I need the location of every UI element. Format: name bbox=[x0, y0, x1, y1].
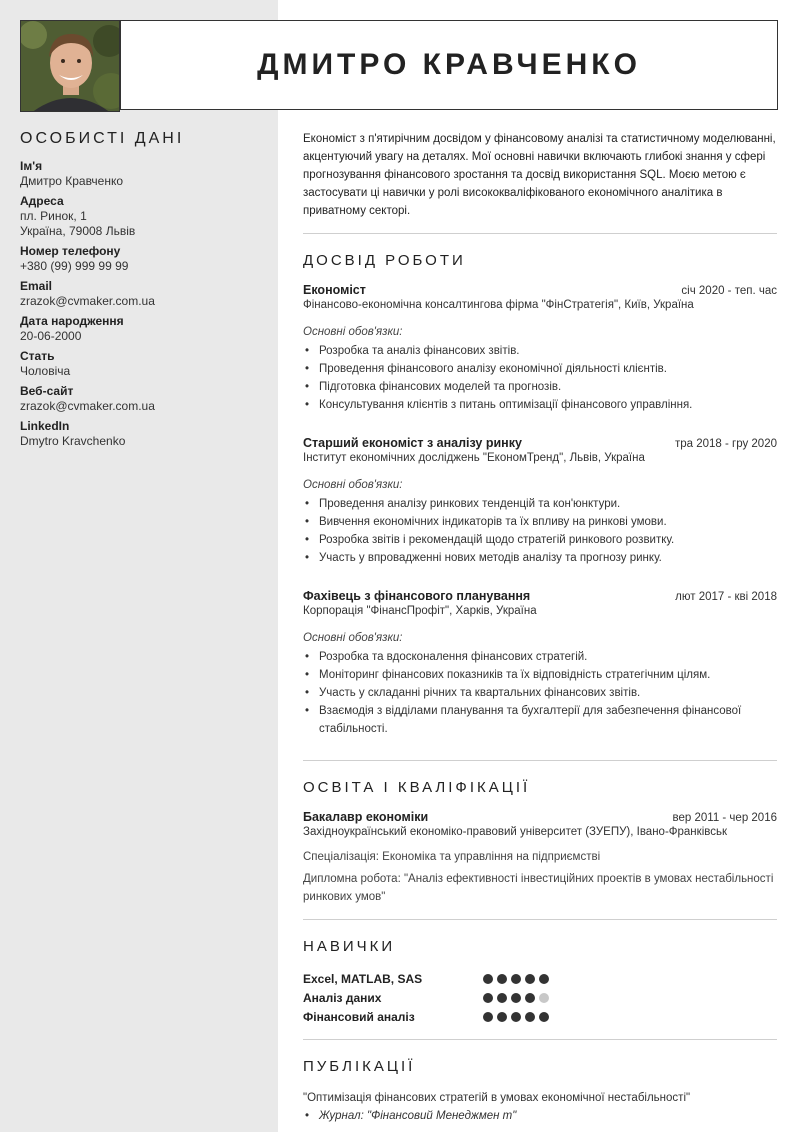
duties-list bbox=[303, 342, 777, 414]
skill-dot bbox=[525, 993, 535, 1003]
degree: Бакалавр економіки bbox=[303, 810, 429, 824]
personal-detail-label: Дата народження bbox=[20, 314, 124, 328]
duty-item: • Участь у складанні річних та квартальних фінансових звітів. bbox=[303, 684, 777, 702]
school: Західноукраїнський економіко-правовий університет (ЗУЕПУ), Івано-Франківськ bbox=[303, 826, 728, 838]
personal-detail-label: LinkedIn bbox=[20, 419, 70, 433]
duty-item: • Вивчення економічних індикаторів та їх впливу на ринкові умови. bbox=[303, 513, 777, 531]
personal-detail-value: Україна, 79008 Львів bbox=[20, 224, 136, 238]
full-name: ДМИТРО КРАВЧЕНКО bbox=[257, 48, 641, 81]
experience-list bbox=[303, 283, 777, 738]
thesis: Дипломна робота: "Аналіз ефективності інвестиційних проектів в умовах нестабільності ринкових умов" bbox=[303, 873, 774, 903]
job-header bbox=[303, 589, 777, 603]
duty-item: • Розробка та аналіз фінансових звітів. bbox=[303, 342, 777, 360]
duty-item: • Розробка звітів і рекомендацій щодо стратегій ринкового розвитку. bbox=[303, 531, 777, 549]
skill-dot bbox=[511, 974, 521, 984]
job-header bbox=[303, 283, 777, 297]
personal-detail-label: Email bbox=[20, 279, 53, 293]
personal-detail-value: +380 (99) 999 99 99 bbox=[20, 259, 129, 273]
personal-detail-item bbox=[20, 348, 265, 379]
skill-level bbox=[483, 1012, 549, 1022]
duty-item: • Розробка та вдосконалення фінансових стратегій. bbox=[303, 648, 777, 666]
skill-level bbox=[483, 974, 549, 984]
divider bbox=[303, 1039, 777, 1040]
skills-list bbox=[303, 969, 777, 1026]
duty-item: • Проведення аналізу ринкових тенденцій та кон'юнктури. bbox=[303, 495, 777, 513]
job-entry bbox=[303, 589, 777, 738]
skill-dot bbox=[511, 993, 521, 1003]
personal-detail-label: Веб-сайт bbox=[20, 384, 74, 398]
job-organization: Фінансово-економічна консалтингова фірма "ФінСтратегія", Київ, Україна bbox=[303, 299, 694, 311]
skill-dot bbox=[497, 1012, 507, 1022]
skill-dot bbox=[483, 993, 493, 1003]
skill-dot bbox=[483, 1012, 493, 1022]
skill-dot bbox=[539, 993, 549, 1003]
skill-row bbox=[303, 988, 777, 1007]
personal-detail-item bbox=[20, 383, 265, 414]
skill-row bbox=[303, 969, 777, 988]
skill-dot bbox=[497, 993, 507, 1003]
skill-name: Фінансовий аналіз bbox=[303, 1009, 415, 1024]
skill-level bbox=[483, 993, 549, 1003]
skill-dot bbox=[511, 1012, 521, 1022]
duty-item: • Моніторинг фінансових показників та їх відповідність стратегічним цілям. bbox=[303, 666, 777, 684]
profile-photo bbox=[20, 20, 120, 112]
personal-detail-item bbox=[20, 243, 265, 274]
experience-title: ДОСВІД РОБОТИ bbox=[303, 252, 466, 269]
education-title: ОСВІТА І КВАЛІФІКАЦІЇ bbox=[303, 779, 531, 796]
job-dates: тра 2018 - гру 2020 bbox=[674, 438, 777, 450]
personal-detail-item bbox=[20, 158, 265, 189]
job-entry bbox=[303, 283, 777, 414]
personal-detail-label: Адреса bbox=[20, 194, 64, 208]
skill-dot bbox=[483, 974, 493, 984]
personal-detail-label: Ім'я bbox=[20, 159, 43, 173]
main-content bbox=[303, 130, 777, 1125]
name-header bbox=[120, 20, 778, 110]
skill-name: Excel, MATLAB, SAS bbox=[303, 971, 423, 986]
personal-detail-value: Чоловіча bbox=[20, 364, 71, 378]
skills-title: НАВИЧКИ bbox=[303, 938, 396, 955]
job-dates: лют 2017 - кві 2018 bbox=[675, 591, 777, 603]
job-dates: січ 2020 - теп. час bbox=[681, 285, 777, 297]
publications-list bbox=[303, 1089, 777, 1125]
personal-detail-label: Номер телефону bbox=[20, 244, 121, 258]
skill-dot bbox=[539, 974, 549, 984]
personal-details bbox=[20, 130, 265, 453]
personal-detail-value: zrazok@cvmaker.com.ua bbox=[20, 399, 155, 413]
divider bbox=[303, 919, 777, 920]
personal-detail-label: Стать bbox=[20, 349, 55, 363]
duty-item: • Підготовка фінансових моделей та прогнозів. bbox=[303, 378, 777, 396]
personal-detail-item bbox=[20, 313, 265, 344]
publication-journal: • Журнал: "Фінансовий Менеджмен т" bbox=[303, 1107, 777, 1125]
personal-detail-value: zrazok@cvmaker.com.ua bbox=[20, 294, 155, 308]
personal-details-title: ОСОБИСТІ ДАНІ bbox=[20, 130, 185, 147]
publication-title: "Оптимізація фінансових стратегій в умовах економічної нестабільності" bbox=[303, 1092, 691, 1104]
job-header bbox=[303, 436, 777, 450]
duty-item: • Взаємодія з відділами планування та бухгалтерії для забезпечення фінансової стабільності. bbox=[303, 702, 777, 738]
skill-dot bbox=[525, 1012, 535, 1022]
duties-list bbox=[303, 495, 777, 567]
personal-detail-value: Dmytro Kravchenko bbox=[20, 434, 126, 448]
skill-dot bbox=[497, 974, 507, 984]
summary: Економіст з п'ятирічним досвідом у фінансовому аналізі та статистичному моделюванні, акцентуючий увагу на деталях. Мої основні навички включають глибокі знання у сфері прогнозування фінансового зростання та досвід використання SQL. Моєю метою є застосувати ці навички у ролі висококваліфікованого економічного аналітика в приватному секторі. bbox=[303, 133, 776, 217]
skill-row bbox=[303, 1007, 777, 1026]
duty-item: • Участь у впровадженні нових методів аналізу та прогнозу ринку. bbox=[303, 549, 777, 567]
duties-list bbox=[303, 648, 777, 738]
job-organization: Інститут економічних досліджень "ЕкономТренд", Львів, Україна bbox=[303, 452, 645, 464]
job-title: Старший економіст з аналізу ринку bbox=[303, 436, 522, 450]
job-organization: Корпорація "ФінансПрофіт", Харків, Україна bbox=[303, 605, 537, 617]
personal-detail-item bbox=[20, 193, 265, 239]
skill-name: Аналіз даних bbox=[303, 990, 382, 1005]
skill-dot bbox=[525, 974, 535, 984]
job-entry bbox=[303, 436, 777, 567]
personal-detail-value: Дмитро Кравченко bbox=[20, 174, 124, 188]
publications-title: ПУБЛІКАЦІЇ bbox=[303, 1058, 416, 1075]
duties-label: Основні обов'язки: bbox=[303, 479, 403, 491]
job-title: Фахівець з фінансового планування bbox=[303, 589, 531, 603]
personal-detail-value: пл. Ринок, 1 bbox=[20, 209, 87, 223]
personal-detail-item bbox=[20, 418, 265, 449]
duty-item: • Проведення фінансового аналізу економічної діяльності клієнтів. bbox=[303, 360, 777, 378]
personal-details-list bbox=[20, 158, 265, 449]
divider bbox=[303, 760, 777, 761]
duty-item: • Консультування клієнтів з питань оптимізації фінансового управління. bbox=[303, 396, 777, 414]
duties-label: Основні обов'язки: bbox=[303, 326, 403, 338]
skill-dot bbox=[539, 1012, 549, 1022]
divider bbox=[303, 233, 777, 234]
specialization: Спеціалізація: Економіка та управління на підприємстві bbox=[303, 851, 601, 863]
education-entry bbox=[303, 810, 777, 906]
personal-detail-item bbox=[20, 278, 265, 309]
education-dates: вер 2011 - чер 2016 bbox=[672, 812, 777, 824]
duties-label: Основні обов'язки: bbox=[303, 632, 403, 644]
job-title: Економіст bbox=[303, 283, 366, 297]
personal-detail-value: 20-06-2000 bbox=[20, 329, 82, 343]
